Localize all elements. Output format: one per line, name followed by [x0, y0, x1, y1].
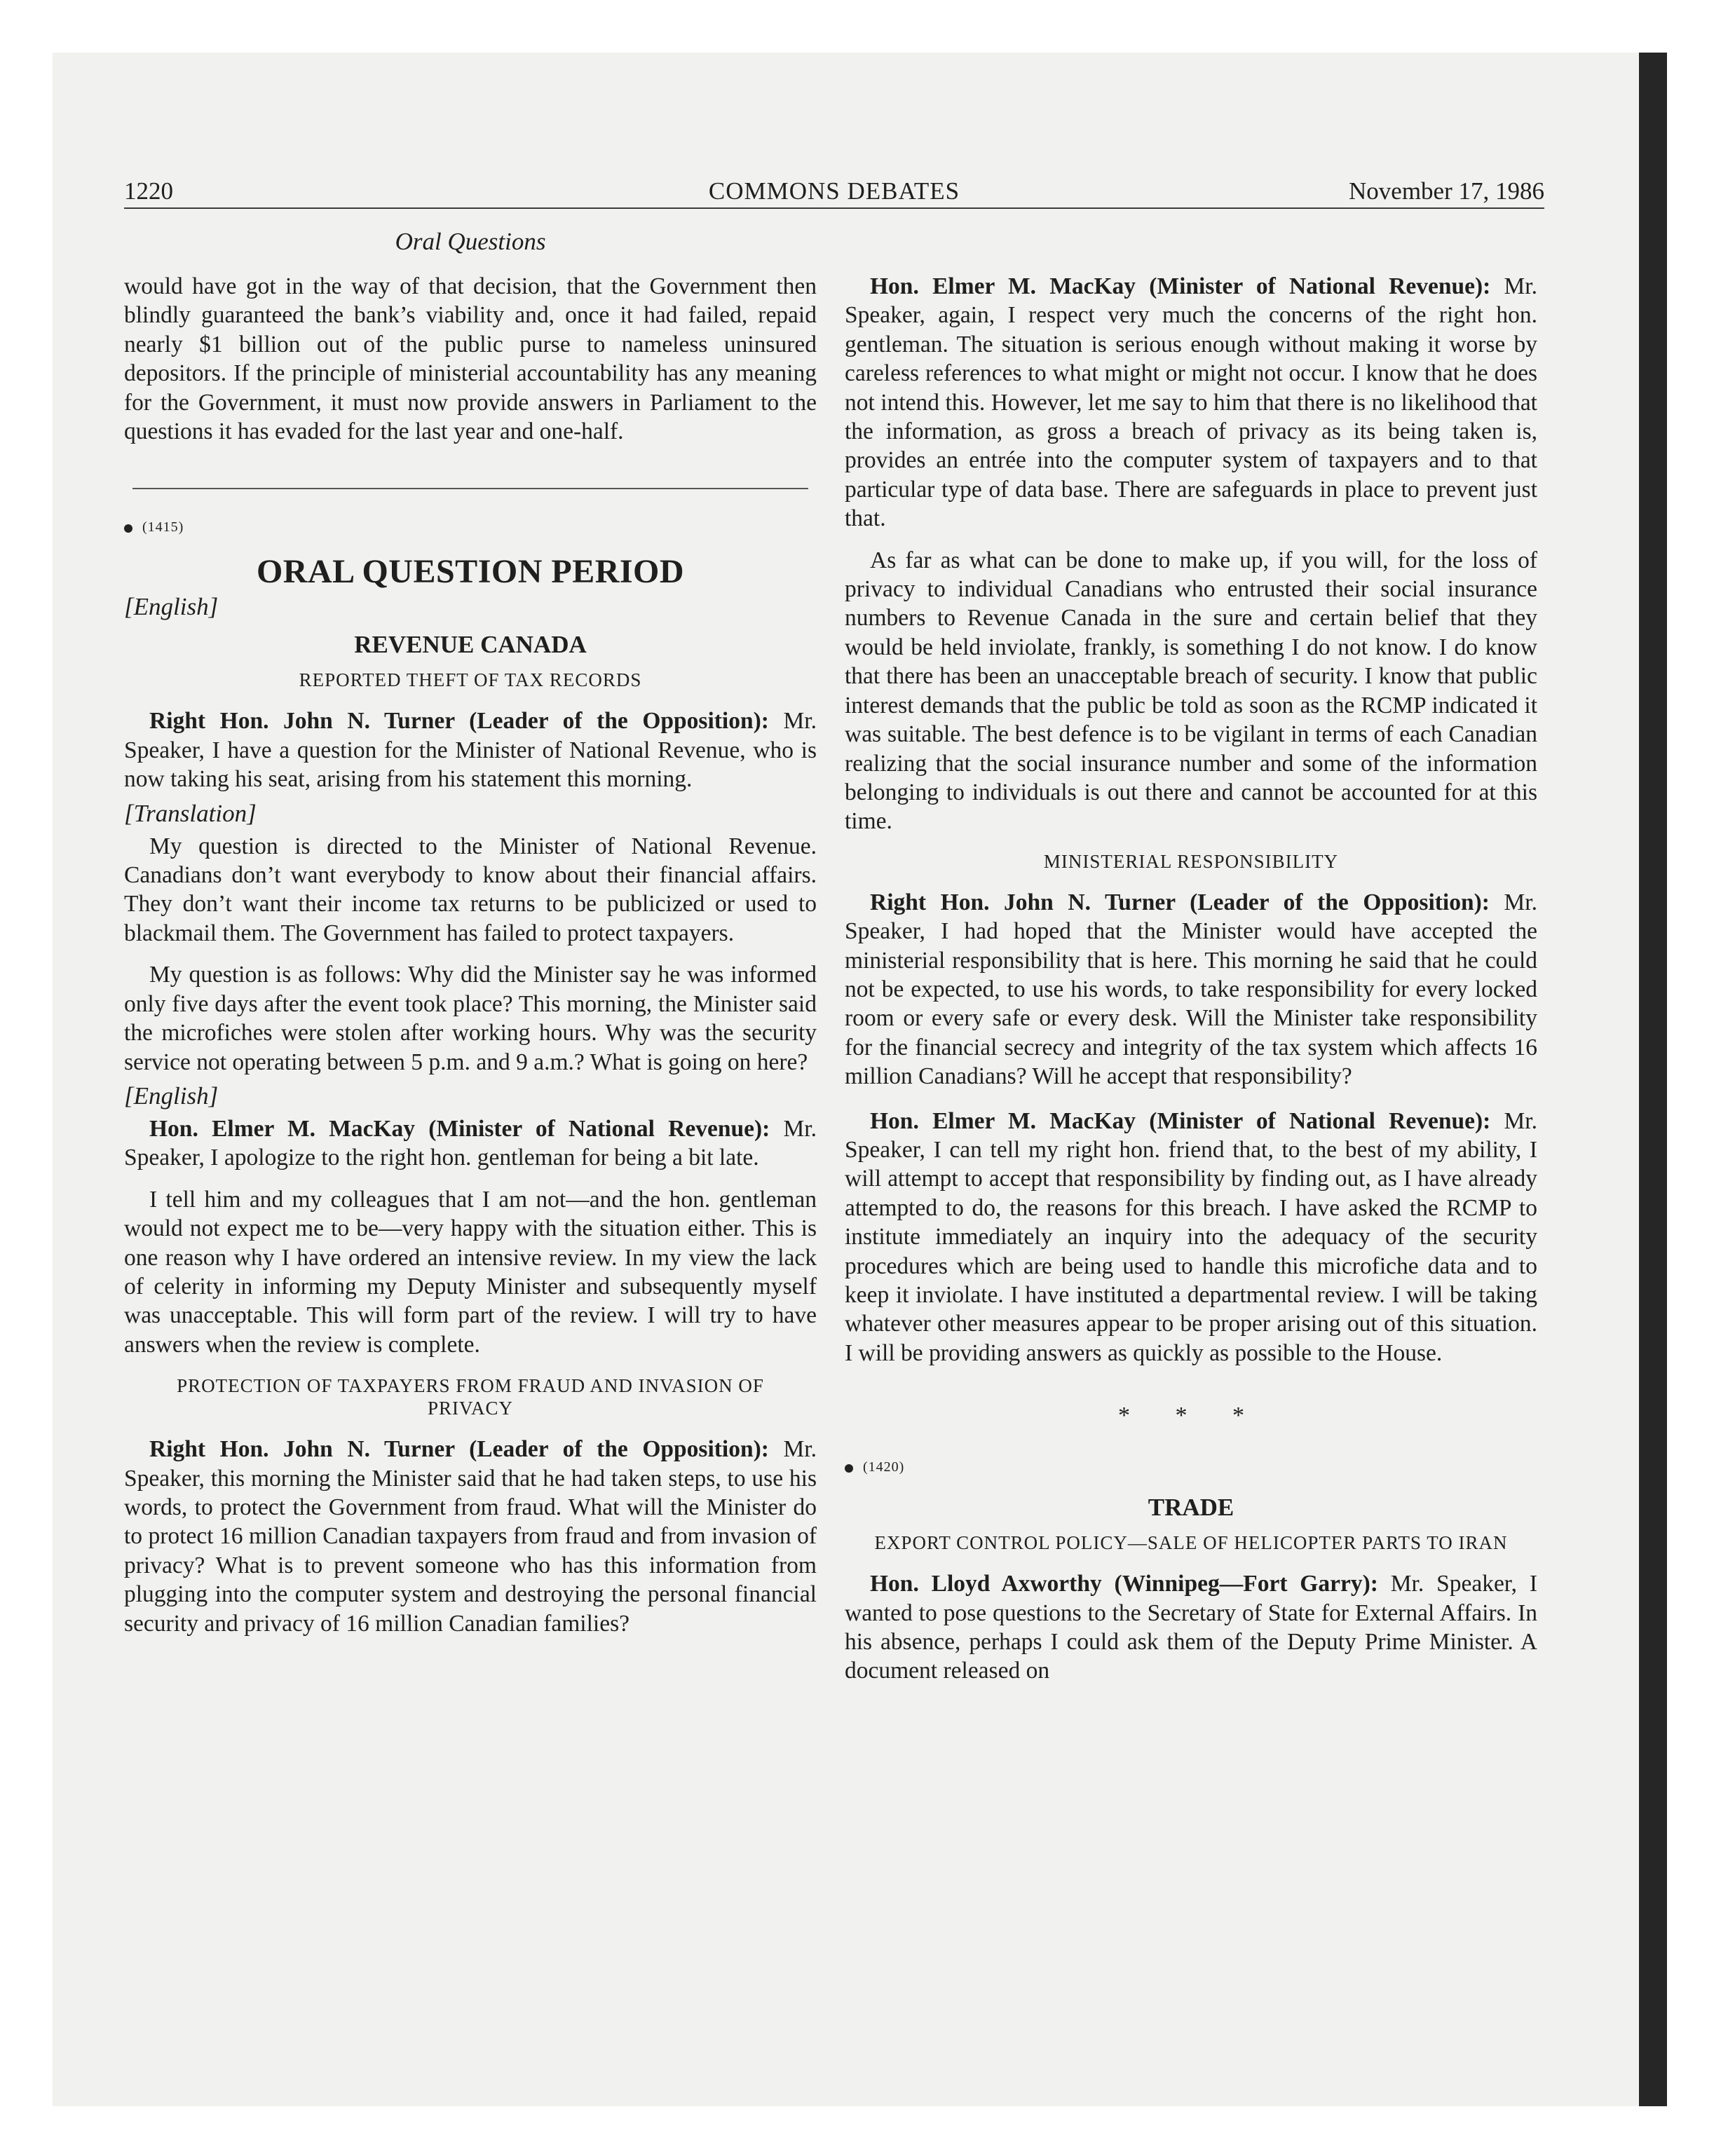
speaker-name: Hon. Elmer M. MacKay (Minister of National Revenue):	[149, 1115, 770, 1142]
section-title: ORAL QUESTION PERIOD	[256, 553, 685, 591]
question-paragraph	[845, 1569, 1537, 1686]
right-column	[845, 272, 1537, 1686]
bullet-icon	[845, 1464, 853, 1473]
topic-heading: MINISTERIAL RESPONSIBILITY	[1043, 850, 1339, 872]
page-date: November 17, 1986	[1349, 177, 1544, 205]
speaker-name: Hon. Lloyd Axworthy (Winnipeg—Fort Garry):	[870, 1571, 1378, 1597]
paragraph: My question is directed to the Minister of National Revenue. Canadians don’t want everybody to know about their financial affairs. They don’t want their income tax returns to be publicized or used to blackmail them. The Government has failed to protect taxpayers.	[124, 833, 817, 946]
time-marker-label: (1415)	[142, 519, 184, 535]
question-paragraph	[845, 888, 1537, 1091]
speech-text: Mr. Speaker, I can tell my right hon. friend that, to the best of my ability, I will attempt to accept that responsibility by finding out, as I have already attempted to do, the reasons for this breach. I have asked the RCMP to institute immediately an inquiry into the adequacy of the security procedures which are being used to handle this microfiche data and to keep it inviolate. I have instituted a departmental review. I will be taking whatever other measures appear to be proper arising out of this situation. I will be providing answers as quickly as possible to the House.	[845, 1107, 1537, 1366]
speaker-name: Hon. Elmer M. MacKay (Minister of National Revenue):	[870, 1107, 1491, 1134]
time-marker	[124, 517, 817, 537]
speaker-name: Right Hon. John N. Turner (Leader of the Opposition):	[870, 889, 1490, 915]
bullet-icon	[124, 524, 132, 533]
paragraph: I tell him and my colleagues that I am not—and the hon. gentleman would not expect me to be—very happy with the situation either. This is one reason why I have ordered an intensive review. In my view the lack of celerity in informing my Deputy Minister and subsequently myself was unacceptable. This will form part of the review. I will try to have answers when the review is complete.	[124, 1186, 817, 1358]
time-marker-label: (1420)	[863, 1459, 905, 1475]
running-head: Oral Questions	[395, 228, 546, 255]
topic-heading: REPORTED THEFT OF TAX RECORDS	[299, 669, 642, 691]
speech-text: Mr. Speaker, I apologize to the right hon. gentleman for being a bit late.	[124, 1115, 817, 1171]
paragraph: As far as what can be done to make up, if you will, for the loss of privacy to individual Canadians who entrusted their social insurance numbers to Revenue Canada in the sure and certain belief that they would be held inviolate, frankly, is something I do not know. I do know that there has been an unacceptable breach of security. I know that public interest demands that the public be told as soon as the RCMP indicated it was suitable. The best defence is to be vigilant in terms of each Canadian realizing that the social insurance number and some of the information belonging to individuals is out there and cannot be accounted for at this time.	[845, 547, 1537, 835]
speech-text: Mr. Speaker, I have a question for the Minister of National Revenue, who is now taking his seat, arising from his statement this morning.	[124, 708, 817, 793]
speech-text: Mr. Speaker, I wanted to pose questions to the Secretary of State for External Affairs. In his absence, perhaps I could ask them of the Deputy Prime Minister. A document released on	[845, 1571, 1537, 1684]
publication-title: COMMONS DEBATES	[708, 177, 960, 205]
speech-text: Mr. Speaker, I had hoped that the Minister would have accepted the ministerial responsibility that is here. This morning he said that he could not be expected, to use his words, to take responsibility for every locked room or every safe or every desk. Will the Minister take responsibility for the financial secrecy and integrity of the tax system which affects 16 million Canadians? Will he accept that responsibility?	[845, 889, 1537, 1090]
speech-text: Mr. Speaker, again, I respect very much the concerns of the right hon. gentleman. The situation is serious enough without making it worse by careless references to what might or might not occur. I know that he does not intend this. However, let me say to him that there is no likelihood that the information, as gross a breach of privacy as its being taken is, provides an entrée into the computer system of taxpayers and to that particular type of data base. There are safeguards in place to prevent just that.	[845, 273, 1537, 532]
speaker-name: Right Hon. John N. Turner (Leader of the Opposition):	[149, 1436, 769, 1463]
speaker-name: Right Hon. John N. Turner (Leader of the Opposition):	[149, 708, 769, 735]
speaker-name: Hon. Elmer M. MacKay (Minister of National Revenue):	[870, 273, 1491, 299]
language-note: [English]	[124, 593, 219, 621]
answer-paragraph	[845, 1107, 1537, 1368]
paragraph: would have got in the way of that decision, that the Government then blindly guaranteed the bank’s viability and, once it had failed, repaid nearly $1 billion out of the public purse to nameless uninsured depositors. If the principle of ministerial accountability has any meaning for the Government, it must now provide answers in Parliament to the questions it has evaded for the last year and one-half.	[124, 273, 817, 445]
left-column	[124, 272, 817, 1638]
answer-paragraph	[845, 272, 1537, 533]
scan-edge	[1639, 53, 1667, 2106]
page-number: 1220	[124, 177, 173, 205]
answer-paragraph	[124, 1114, 817, 1173]
section-break-stars: * * *	[1118, 1403, 1264, 1429]
subject-heading: TRADE	[1148, 1494, 1234, 1522]
speech-text: Mr. Speaker, this morning the Minister said that he had taken steps, to use his words, to protect the Government from fraud. What will the Minister do to protect 16 million Canadian taxpayers from fraud and from invasion of privacy? What is to prevent someone who has this information from plugging into the computer system and destroying the personal financial security and privacy of 16 million Canadian families?	[124, 1436, 817, 1637]
language-note: [Translation]	[124, 799, 257, 827]
topic-heading: EXPORT CONTROL POLICY—SALE OF HELICOPTER PARTS TO IRAN	[874, 1532, 1508, 1554]
paragraph: My question is as follows: Why did the Minister say he was informed only five days after the event took place? This morning, the Minister said the microfiches were stolen after working hours. Why was the security service not operating between 5 p.m. and 9 a.m.? What is going on here?	[124, 962, 817, 1075]
subject-heading: REVENUE CANADA	[354, 631, 587, 659]
question-paragraph	[124, 1435, 817, 1638]
language-note: [English]	[124, 1082, 219, 1110]
page-header	[124, 175, 1544, 209]
question-paragraph	[124, 707, 817, 793]
topic-heading: PROTECTION OF TAXPAYERS FROM FRAUD AND INVASION OF PRIVACY	[177, 1375, 764, 1419]
time-marker	[845, 1457, 1537, 1477]
